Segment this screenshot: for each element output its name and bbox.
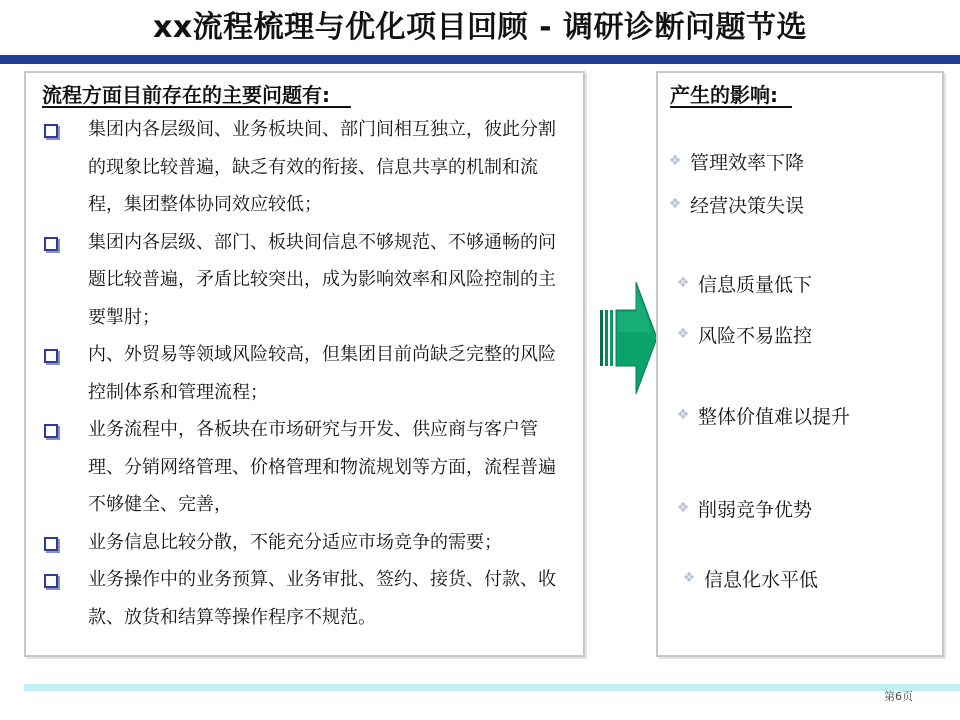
list-item — [26, 411, 583, 524]
diamond-bullet-icon: ❖ — [668, 153, 682, 169]
hollow-square-bullet-icon — [44, 349, 58, 363]
diamond-bullet-icon: ❖ — [676, 500, 690, 516]
problems-list — [26, 111, 583, 636]
impact-label: 风险不易监控 — [698, 324, 813, 347]
impacts-panel — [656, 71, 944, 657]
diamond-bullet-icon: ❖ — [676, 326, 690, 342]
title-underline-bar — [0, 55, 960, 64]
list-item — [26, 336, 583, 411]
impact-label: 整体价值难以提升 — [698, 405, 851, 428]
list-item — [668, 189, 804, 219]
right-arrow-icon — [596, 280, 658, 396]
issue-text: 内、外贸易等领域风险较高，但集团目前尚缺乏完整的风险控制体系和管理流程； — [88, 344, 556, 403]
impact-label: 信息质量低下 — [698, 273, 813, 296]
list-item — [676, 268, 812, 298]
page-title: xx流程梳理与优化项目回顾 - 调研诊断问题节选 — [152, 10, 808, 45]
list-item — [676, 319, 812, 349]
problems-panel — [24, 71, 585, 657]
hollow-square-bullet-icon — [44, 237, 58, 251]
diamond-bullet-icon: ❖ — [682, 570, 696, 586]
hollow-square-bullet-icon — [44, 574, 58, 588]
list-item — [26, 524, 583, 562]
issue-text: 集团内各层级、部门、板块间信息不够规范、不够通畅的问题比较普遍，矛盾比较突出，成为影响效率和风险控制的主要掣肘； — [88, 231, 556, 328]
impact-label: 信息化水平低 — [704, 568, 819, 591]
hollow-square-bullet-icon — [44, 424, 58, 438]
list-item — [682, 563, 818, 593]
list-item — [676, 400, 850, 430]
impact-label: 削弱竞争优势 — [698, 498, 813, 521]
page-number: 第6页 — [884, 690, 913, 703]
hollow-square-bullet-icon — [44, 537, 58, 551]
issue-text: 业务操作中的业务预算、业务审批、签约、接货、付款、收款、放货和结算等操作程序不规范。 — [88, 569, 556, 628]
list-item — [26, 224, 583, 337]
problems-heading: 流程方面目前存在的主要问题有: — [42, 83, 351, 107]
issue-text: 业务流程中，各板块在市场研究与开发、供应商与客户管理、分销网络管理、价格管理和物流规划等方面，流程普遍不够健全、完善， — [88, 419, 556, 515]
list-item — [26, 111, 583, 224]
diamond-bullet-icon: ❖ — [676, 407, 690, 423]
impact-label: 经营决策失误 — [690, 194, 805, 217]
list-item — [668, 146, 804, 176]
hollow-square-bullet-icon — [44, 124, 58, 138]
list-item — [26, 561, 583, 636]
issue-text: 集团内各层级间、业务板块间、部门间相互独立，彼此分割的现象比较普遍，缺乏有效的衔接、信息共享的机制和流程，集团整体协同效应较低； — [88, 119, 556, 215]
diamond-bullet-icon: ❖ — [668, 196, 682, 212]
diamond-bullet-icon: ❖ — [676, 275, 690, 291]
issue-text: 业务信息比较分散，不能充分适应市场竞争的需要； — [88, 531, 502, 553]
impact-label: 管理效率下降 — [690, 151, 805, 174]
footer-bar — [24, 684, 960, 691]
list-item — [676, 493, 812, 523]
impacts-heading: 产生的影响: — [670, 83, 792, 107]
